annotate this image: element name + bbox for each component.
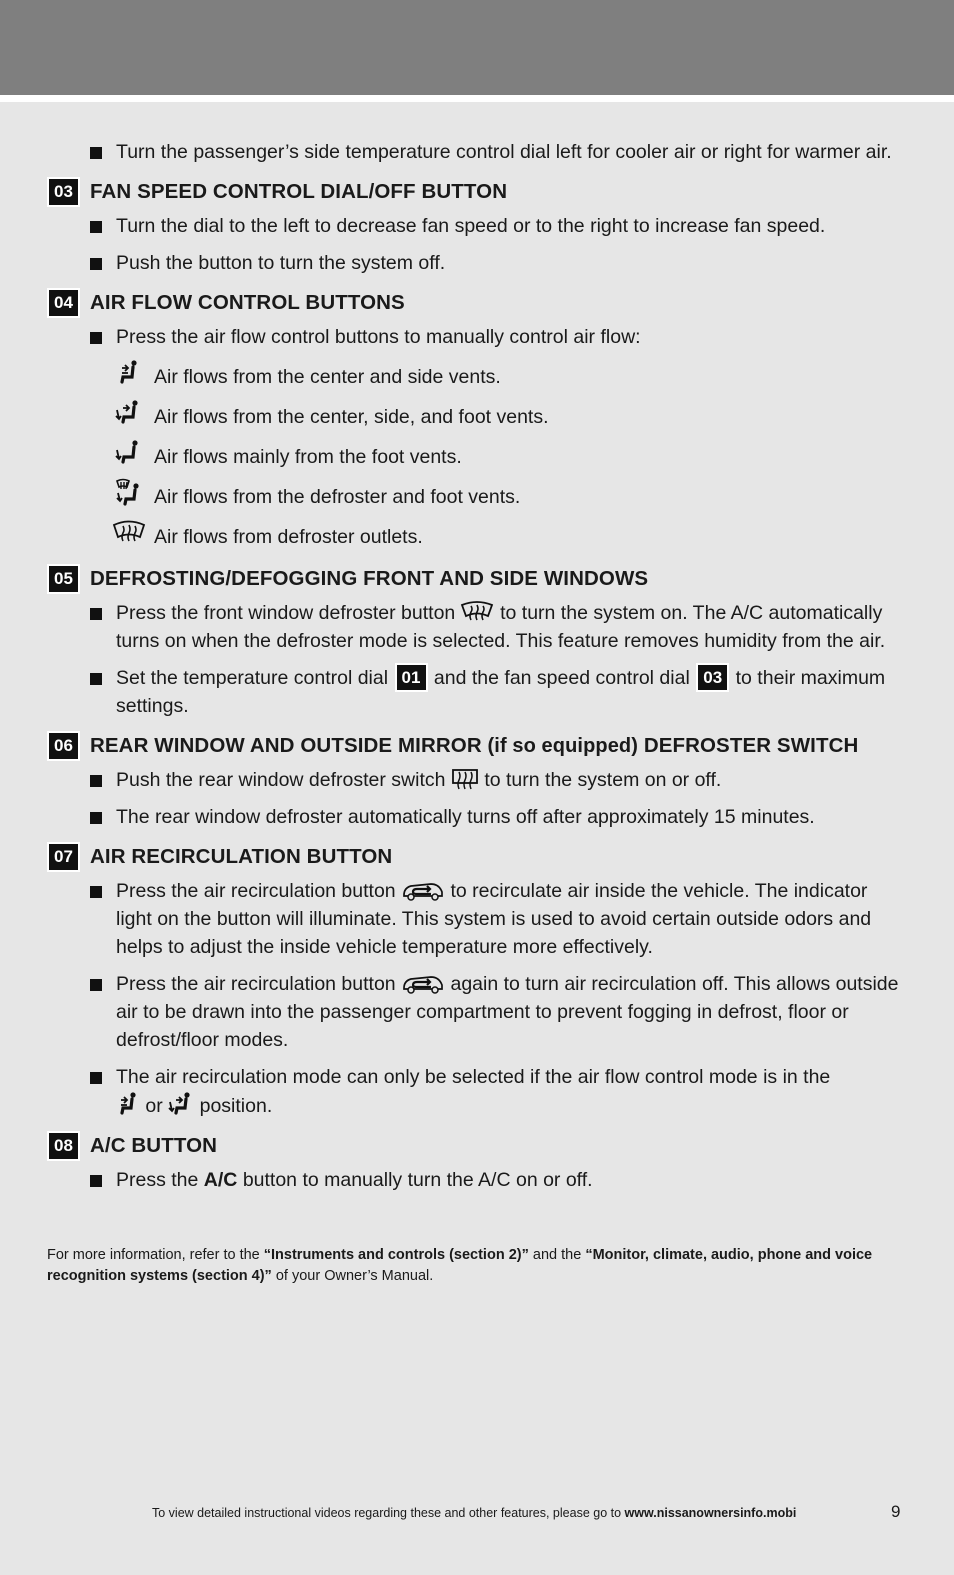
bullet-ac <box>0 1166 954 1194</box>
footnote-text: of your Owner’s Manual. <box>275 1268 434 1284</box>
footnote-reference: “Instruments and controls (section 2)” <box>263 1247 529 1263</box>
section-title: AIR FLOW CONTROL BUTTONS <box>90 291 405 314</box>
header-bar <box>0 0 954 95</box>
bullet-text: The rear window defroster automatically turns off after approximately 15 minutes. <box>116 806 815 828</box>
bullet-text: Set the temperature control dial <box>116 667 389 689</box>
section-title: A/C BUTTON <box>90 1134 218 1157</box>
airflow-mode-defrost-foot <box>0 483 954 523</box>
airflow-mode-text: Air flows from the defroster and foot vents. <box>154 486 521 508</box>
bullet-text: position. <box>199 1095 273 1117</box>
bullet-text: Turn the dial to the left to decrease fan speed or to the right to increase fan speed. <box>116 215 826 237</box>
footnote <box>47 1245 907 1287</box>
airflow-mode-text: Air flows from the center, side, and foot vents. <box>154 406 549 428</box>
bullet-text: to recirculate air inside the vehicle. The indicator light on the button will illuminate. This system is used to avoid certain outside odors and helps to adjust the inside vehicle temperature more effectively. <box>116 880 872 958</box>
footnote-reference: “Monitor, climate, audio, phone and voice recognition systems (section 4)” <box>47 1247 873 1284</box>
vent-mode-icon <box>116 1091 140 1117</box>
bullet-text: Press the front window defroster button <box>116 602 456 624</box>
section-05-header <box>0 565 954 591</box>
bullet-rear-auto-off <box>0 803 954 831</box>
bullet-text: Press the air recirculation button <box>116 880 396 902</box>
bullet-fan-off <box>0 249 954 277</box>
bullet-text: again to turn air recirculation off. This allows outside air to be drawn into the passenger compartment to prevent fogging in defrost, floor or defrost/floor modes. <box>116 973 899 1051</box>
bullet-max-settings <box>0 664 954 720</box>
airflow-mode-defrost <box>0 523 954 563</box>
title-end: DEFROSTER SWITCH <box>643 734 859 757</box>
bullet-front-defroster <box>0 599 954 655</box>
section-08-header <box>0 1132 954 1158</box>
bullet-rear-defroster <box>0 766 954 794</box>
bullet-text: and the fan speed control dial <box>433 667 690 689</box>
website-link[interactable]: www.nissanownersinfo.mobi <box>624 1506 797 1520</box>
bullet-text: to turn the system on or off. <box>484 769 722 791</box>
section-06-header <box>0 732 954 758</box>
section-number: 03 <box>49 179 78 205</box>
airflow-mode-foot <box>0 443 954 483</box>
bullet-text: Press the air recirculation button <box>116 973 396 995</box>
defrost-foot-mode-icon <box>113 479 147 509</box>
section-title: FAN SPEED CONTROL DIAL/OFF BUTTON <box>90 180 508 203</box>
section-number: 04 <box>49 290 78 316</box>
footnote-text: and the <box>532 1247 582 1263</box>
bullet-recirc-on <box>0 877 954 961</box>
bullet-fan-dial <box>0 212 954 240</box>
foot-mode-icon <box>113 439 147 469</box>
bi-level-mode-icon <box>113 399 147 429</box>
rear-defroster-icon <box>451 767 479 791</box>
title-paren: (if so equipped) <box>487 735 639 757</box>
section-number: 08 <box>49 1133 78 1159</box>
airflow-mode-text: Air flows from defroster outlets. <box>154 526 423 548</box>
vent-mode-icon <box>113 359 147 389</box>
bi-level-mode-icon <box>168 1091 194 1117</box>
airflow-mode-text: Air flows mainly from the foot vents. <box>154 446 462 468</box>
bullet-text: or <box>145 1095 163 1117</box>
bullet-recirc-off <box>0 970 954 1054</box>
bullet-text: to their maximum settings. <box>116 667 886 717</box>
title-main: REAR WINDOW AND OUTSIDE MIRROR <box>90 734 482 757</box>
bullet-text: Turn the passenger’s side temperature control dial left for cooler air or right for warmer air. <box>116 141 892 163</box>
bullet-text: Press the <box>116 1169 199 1191</box>
section-04-header <box>0 289 954 315</box>
front-defroster-icon <box>461 600 495 624</box>
ac-label: A/C <box>203 1169 238 1191</box>
video-note-text: To view detailed instructional videos regarding these and other features, please go to <box>152 1506 622 1520</box>
bullet-airflow <box>0 323 954 351</box>
section-title: DEFROSTING/DEFOGGING FRONT AND SIDE WINDOWS <box>90 567 649 590</box>
reference-badge: 03 <box>698 665 727 690</box>
section-03-header <box>0 178 954 204</box>
recirculation-icon <box>401 880 445 902</box>
footnote-text: For more information, refer to the <box>47 1247 260 1263</box>
recirculation-icon <box>401 973 445 995</box>
bullet-recirc-mode <box>0 1063 954 1120</box>
bullet-text: Press the air flow control buttons to manually control air flow: <box>116 326 641 348</box>
bullet-text: button to manually turn the A/C on or off. <box>242 1169 593 1191</box>
section-number: 07 <box>49 844 78 870</box>
header-divider <box>0 95 954 102</box>
airflow-mode-bilevel <box>0 403 954 443</box>
bullet-text: The air recirculation mode can only be selected if the air flow control mode is in the <box>116 1066 831 1088</box>
page-number: 9 <box>891 1502 901 1521</box>
page-content <box>0 138 954 1203</box>
bullet-text: to turn the system on. The A/C automatically turns on when the defroster mode is selected. This feature removes humidity from the air. <box>116 602 886 652</box>
bullet-text: Push the rear window defroster switch <box>116 769 446 791</box>
reference-badge: 01 <box>397 665 426 690</box>
section-title: AIR RECIRCULATION BUTTON <box>90 845 393 868</box>
front-defroster-icon <box>113 519 147 549</box>
bullet-passenger-temp <box>0 138 954 166</box>
bullet-text: Push the button to turn the system off. <box>116 252 446 274</box>
airflow-mode-vent <box>0 363 954 403</box>
section-title <box>90 732 858 760</box>
section-number: 06 <box>49 733 78 759</box>
section-number: 05 <box>49 566 78 592</box>
airflow-mode-text: Air flows from the center and side vents. <box>154 366 501 388</box>
video-note <box>152 1506 796 1520</box>
section-07-header <box>0 843 954 869</box>
